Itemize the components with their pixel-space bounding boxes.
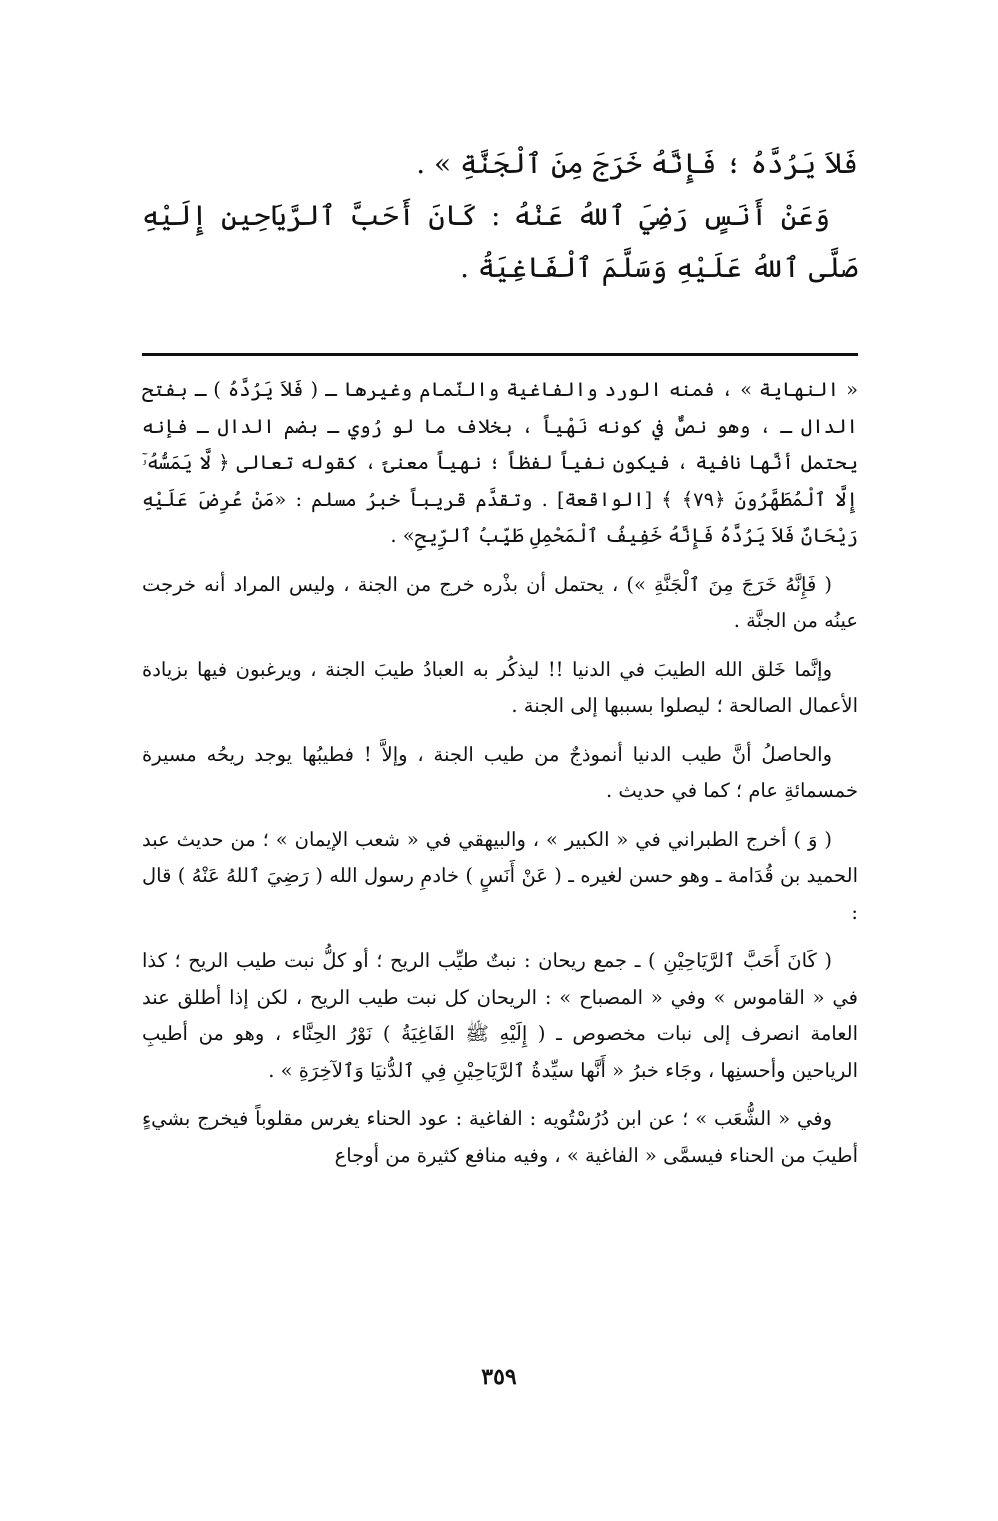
commentary-block bbox=[142, 372, 858, 1186]
commentary-paragraph: ( فَإِنَّهُ خَرَجَ مِنَ ٱلْجَنَّةِ ») ، يحتمل أن بذْره خرج من الجنة ، وليس المراد أنه خرجت عينُه من الجنَّة . bbox=[142, 572, 858, 632]
commentary-paragraph: « النهاية » ، فمنه الورد والفاغية والنّمام وغيرها ـ ( فَلاَ يَرُدَّهُ ) ـ بفتح الدال ـ ، وهو نصٌّ في كونه نَهْياً ، بخلاف ما لو رُوي ـ بضم الدال ـ فإنه يحتمل أنَّها نافية ، فيكون نفياً لفظاً ؛ نهياً معنىً ، كقوله تعالى ﴿ لَّا يَمَسُّهُۥٓ إِلَّا ٱلْمُطَهَّرُونَ ﴿٧٩﴾ ﴾ [الواقعة] . وتقدَّم قريباً خبرُ مسلم : «مَنْ عُرِضَ عَلَيْهِ رَيْحَانٌ فَلاَ يَرُدَّهُ فَإِنَّهُ خَفِيفُ ٱلْمَحْمِلِ طَيِّبُ ٱلرِّيحِ» . bbox=[142, 378, 858, 547]
commentary-paragraph: ( كَانَ أَحَبَّ ٱلرَّيَاحِيْنِ ) ـ جمع ريحان : نبتٌ طيِّب الريح ؛ أو كلُّ نبت طيب الريح ؛ كذا في « القاموس » وفي « المصباح » : الريحان كل نبت طيب الريح ، لكن إذا أطلق عند العامة انصرف إلى نبات مخصوص ـ ( إِلَيْهِ ﷺ الفَاغِيَةُ ) نَوْرُ الحِنَّاء ، وهو من أطيبِ الرياحين وأحسنِها ، وجَاء خبرُ « أَنَّها سيِّدةُ ٱلرَّيَاحِيْنِ فِي ٱلدُّنيَا وَٱلآخِرَةِ » . bbox=[142, 949, 858, 1082]
main-text-line: فَلاَ يَرُدَّهُ ؛ فَإِنَّهُ خَرَجَ مِنَ ٱلْجَنَّةِ » . bbox=[416, 147, 858, 180]
footnote-divider bbox=[142, 353, 858, 356]
commentary-paragraph: ( وَ ) أخرج الطبراني في « الكبير » ، والبيهقي في « شعب الإيمان » ؛ من حديث عبد الحميد بن قُدَامة ـ وهو حسن لغيره ـ ( عَنْ أَنَسٍ ) خادمِ رسول الله ( رَضِيَ ٱللهُ عَنْهُ ) قال : bbox=[142, 827, 858, 924]
commentary-paragraph: والحاصلُ أنَّ طيب الدنيا أنموذجٌ من طيب الجنة ، وإلاَّ ! فطيبُها يوجد ريحُه مسيرة خمسمائةِ عام ؛ كما في حديث . bbox=[142, 742, 858, 802]
main-text-paragraph: وَعَنْ أَنَسٍ رَضِيَ ٱللهُ عَنْهُ : كَانَ أَحَبَّ ٱلرَّيَاحِينِ إِلَيْهِ صَلَّى ٱللهُ عَلَيْهِ وَسَلَّمَ ٱلْفَاغِيَةُ . bbox=[142, 199, 858, 284]
commentary-paragraph: وفي « الشُّعَب » ؛ عن ابن دُرُسْتُويه : الفاغية : عود الحناء يغرس مقلوباً فيخرج بشيءٍ أطيبَ من الحناء فيسمَّى « الفاغية » ، وفيه منافع كثيرة من أوجاع bbox=[142, 1107, 858, 1167]
commentary-paragraph: وإنَّما خَلق الله الطيبَ في الدنيا !! ليذكُر به العبادُ طيبَ الجنة ، ويرغبون فيها بزيادة الأعمال الصالحة ؛ ليصلوا بسببها إلى الجنة . bbox=[142, 657, 858, 717]
page-number: ٣٥٩ bbox=[481, 1364, 517, 1390]
main-text-block bbox=[142, 138, 858, 294]
